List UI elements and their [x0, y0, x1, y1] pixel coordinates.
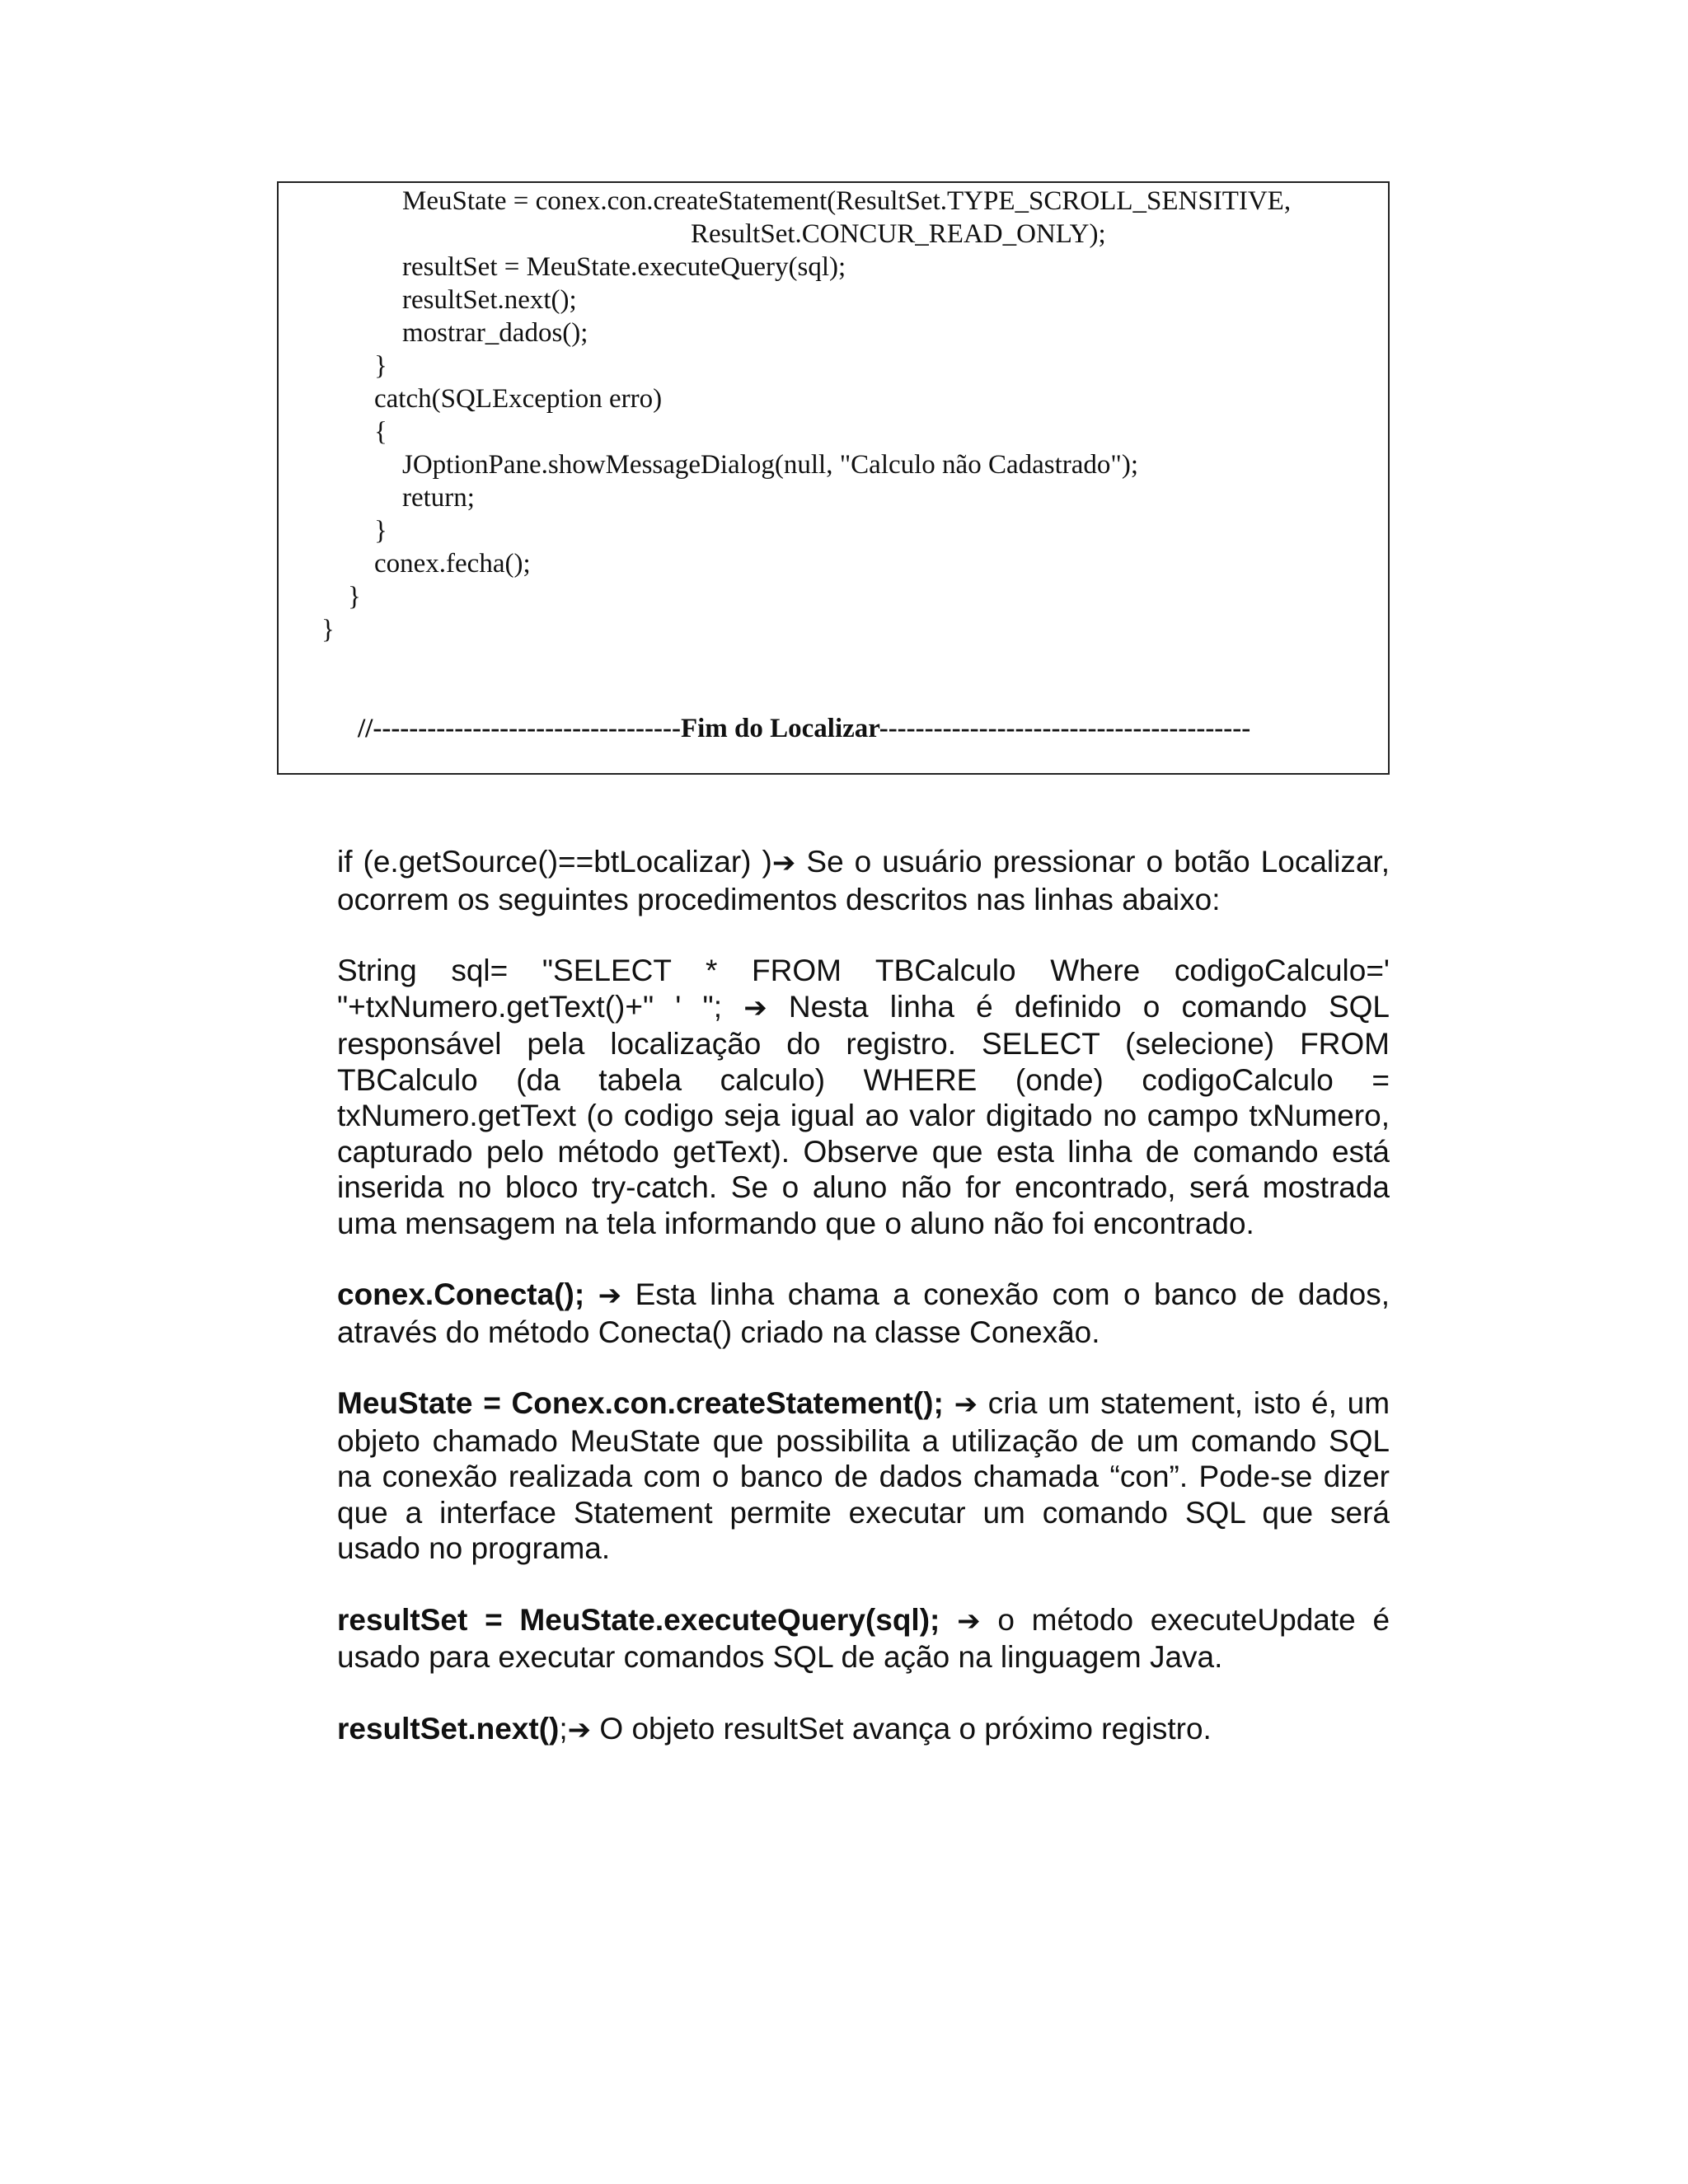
code-line-1: MeuState = conex.con.createStatement(ResultSet.TYPE_SCROLL_SENSITIVE, [402, 186, 1292, 216]
explanation-paragraph-conecta [337, 1277, 1390, 1350]
arrow-right-icon: ➔ [771, 846, 796, 879]
code-line-12: conex.fecha(); [374, 549, 531, 579]
explanation-paragraph-executequery [337, 1602, 1390, 1675]
code-line-3: resultSet = MeuState.executeQuery(sql); [402, 252, 846, 282]
explanation-term: if (e.getSource()==btLocalizar) ) [337, 845, 772, 879]
code-line-8: { [374, 417, 387, 447]
explanation-text: Se o usuário pressionar o botão Localizar, ocorrem os seguintes procedimentos descritos nas linhas abaixo: [337, 845, 1390, 916]
arrow-right-icon: ➔ [954, 1388, 978, 1421]
explanation-paragraph-sql [337, 953, 1390, 1241]
explanation-term: MeuState = Conex.con.createStatement(); [337, 1386, 944, 1420]
code-line-2: ResultSet.CONCUR_READ_ONLY); [691, 219, 1106, 249]
code-line-7: catch(SQLException erro) [374, 384, 663, 414]
explanation-term: conex.Conecta(); [337, 1277, 585, 1311]
arrow-right-icon: ➔ [957, 1604, 981, 1638]
code-line-5: mostrar_dados(); [402, 318, 588, 348]
code-line-11: } [374, 516, 387, 546]
explanation-paragraph-next [337, 1711, 1390, 1749]
explanation-term: resultSet.next() [337, 1711, 560, 1746]
arrow-right-icon: ➔ [598, 1279, 622, 1312]
code-footer-comment: //----------------------------------Fim do Localizar----------------------------------------- [358, 714, 1251, 743]
explanation-text: cria um statement, isto é, um objeto chamado MeuState que possibilita a utilização de um comando SQL na conexão realizada com o banco de dados chamada “con”. Pode-se dizer que a interface Statement permite executar um comando SQL que será usado no programa. [337, 1386, 1390, 1565]
explanation-text: O objeto resultSet avança o próximo registro. [599, 1711, 1212, 1746]
code-line-10: return; [402, 483, 475, 513]
code-line-4: resultSet.next(); [402, 285, 577, 315]
explanation-term-suffix: ; [559, 1711, 568, 1746]
code-line-9: JOptionPane.showMessageDialog(null, "Calculo não Cadastrado"); [402, 450, 1139, 480]
explanation-text: Esta linha chama a conexão com o banco de dados, através do método Conecta() criado na classe Conexão. [337, 1277, 1390, 1349]
code-line-14: } [321, 615, 335, 644]
explanation-text: Nesta linha é definido o comando SQL responsável pela localização do registro. SELECT (selecione) FROM TBCalculo (da tabela calculo) WHERE (onde) codigoCalculo = txNumero.getText (o codigo seja igual ao valor digitado no campo txNumero, capturado pelo método getText). Observe que esta linha de comando está inserida no bloco try-catch. Se o aluno não for encontrado, será mostrada uma mensagem na tela informando que o aluno não foi encontrado. [337, 989, 1390, 1240]
explanation-term: resultSet = MeuState.executeQuery(sql); [337, 1602, 940, 1637]
explanation-paragraph-if [337, 844, 1390, 917]
explanation-text: o método executeUpdate é usado para executar comandos SQL de ação na linguagem Java. [337, 1602, 1390, 1674]
arrow-right-icon: ➔ [743, 991, 767, 1024]
arrow-right-icon: ➔ [567, 1713, 592, 1746]
code-line-13: } [348, 582, 361, 612]
explanation-section [337, 844, 1390, 1783]
code-line-6: } [374, 351, 387, 381]
explanation-term: String sql= "SELECT * FROM TBCalculo Where codigoCalculo=' "+txNumero.getText()+" ' "; [337, 954, 1390, 1024]
explanation-paragraph-statement [337, 1385, 1390, 1567]
code-listing-box [277, 181, 1390, 775]
